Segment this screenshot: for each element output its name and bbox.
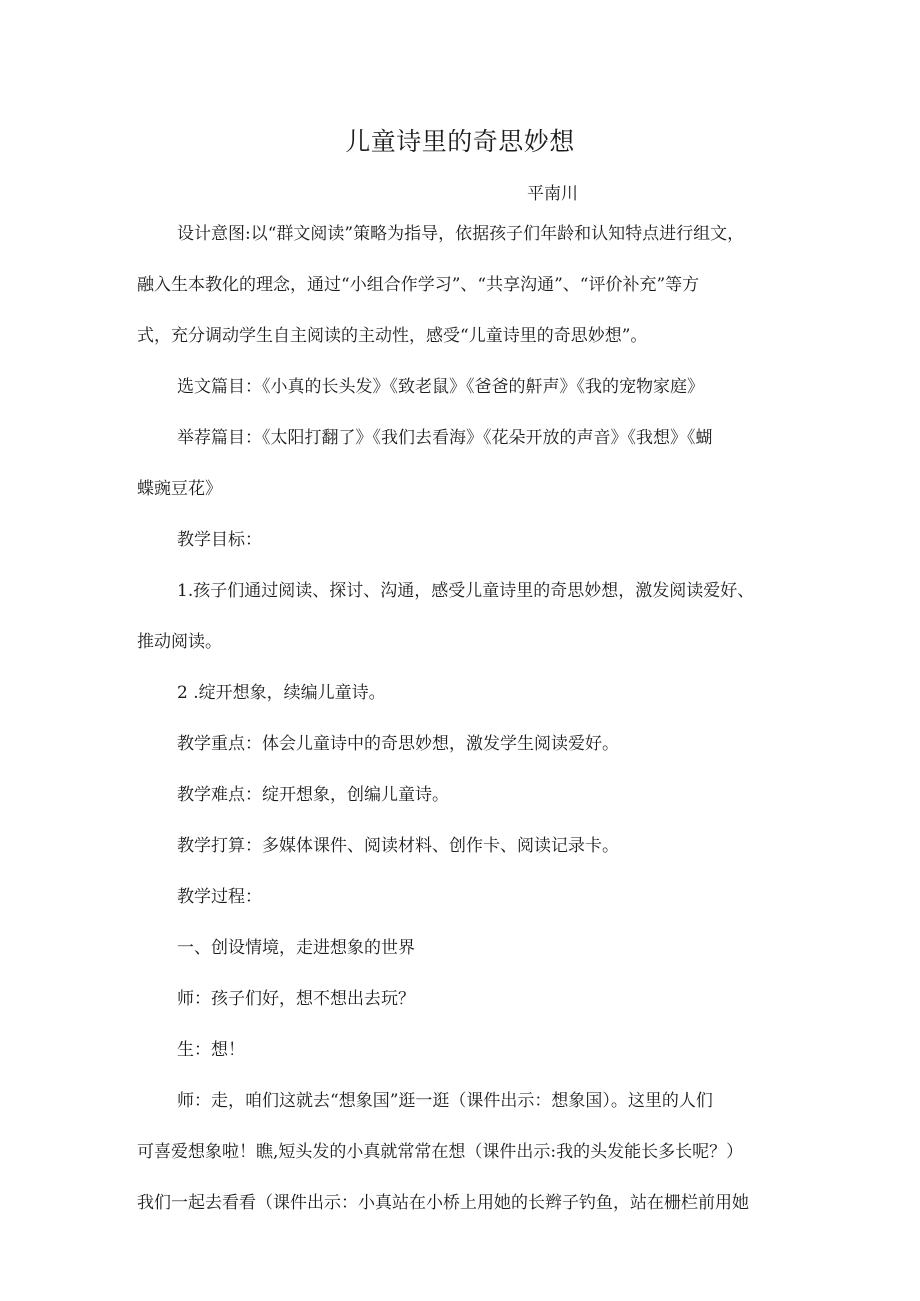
design-intent-line-3: 式，充分调动学生自主阅读的主动性，感受“儿童诗里的奇思妙想”。 bbox=[137, 326, 648, 346]
teaching-difficulty-line: 教学难点：绽开想象，创编儿童诗。 bbox=[177, 785, 449, 805]
dialogue-student-1: 生：想！ bbox=[177, 1040, 245, 1060]
goal-1-line-1: 1.孩子们通过阅读、探讨、沟通，感受儿童诗里的奇思妙想，激发阅读爱好、 bbox=[177, 581, 755, 601]
teaching-focus-line: 教学重点：体会儿童诗中的奇思妙想，激发学生阅读爱好。 bbox=[177, 734, 619, 754]
selected-texts-line: 选文篇目：《小真的长头发》《致老鼠》《爸爸的鼾声》《我的宠物家庭》 bbox=[177, 377, 704, 397]
dialogue-teacher-2-line-3: 我们一起去看看（课件出示：小真站在小桥上用她的长辫子钓鱼，站在栅栏前用她 bbox=[137, 1193, 749, 1213]
recommended-texts-line-1: 举荐篇目：《太阳打翻了》《我们去看海》《花朵开放的声音》《我想》《蝴 bbox=[177, 428, 713, 448]
design-intent-line-2: 融入生本教化的理念，通过“小组合作学习”、“共享沟通”、“评价补充”等方 bbox=[137, 275, 700, 295]
dialogue-teacher-2-line-2: 可喜爱想象啦！瞧,短头发的小真就常常在想（课件出示:我的头发能长多长呢？） bbox=[137, 1142, 744, 1162]
design-intent-line-1: 设计意图:以“群文阅读”策略为指导，依据孩子们年龄和认知特点进行组文， bbox=[177, 224, 745, 244]
teaching-process-heading: 教学过程： bbox=[177, 887, 262, 907]
teaching-goals-heading: 教学目标： bbox=[177, 530, 262, 550]
author-name: 平南川 bbox=[527, 184, 578, 204]
goal-1-line-2: 推动阅读。 bbox=[137, 632, 222, 652]
section-1-heading: 一、创设情境，走进想象的世界 bbox=[177, 938, 415, 958]
teaching-preparation-line: 教学打算：多媒体课件、阅读材料、创作卡、阅读记录卡。 bbox=[177, 836, 619, 856]
goal-2-line: 2 .绽开想象，续编儿童诗。 bbox=[177, 683, 386, 703]
document-title: 儿童诗里的奇思妙想 bbox=[345, 127, 575, 156]
recommended-texts-line-2: 蝶豌豆花》 bbox=[137, 479, 222, 499]
document-body bbox=[137, 222, 797, 1216]
dialogue-teacher-1: 师：孩子们好，想不想出去玩？ bbox=[177, 989, 415, 1009]
dialogue-teacher-2-line-1: 师：走，咱们这就去“想象国”逛一逛（课件出示：想象国）。这里的人们 bbox=[177, 1091, 713, 1111]
